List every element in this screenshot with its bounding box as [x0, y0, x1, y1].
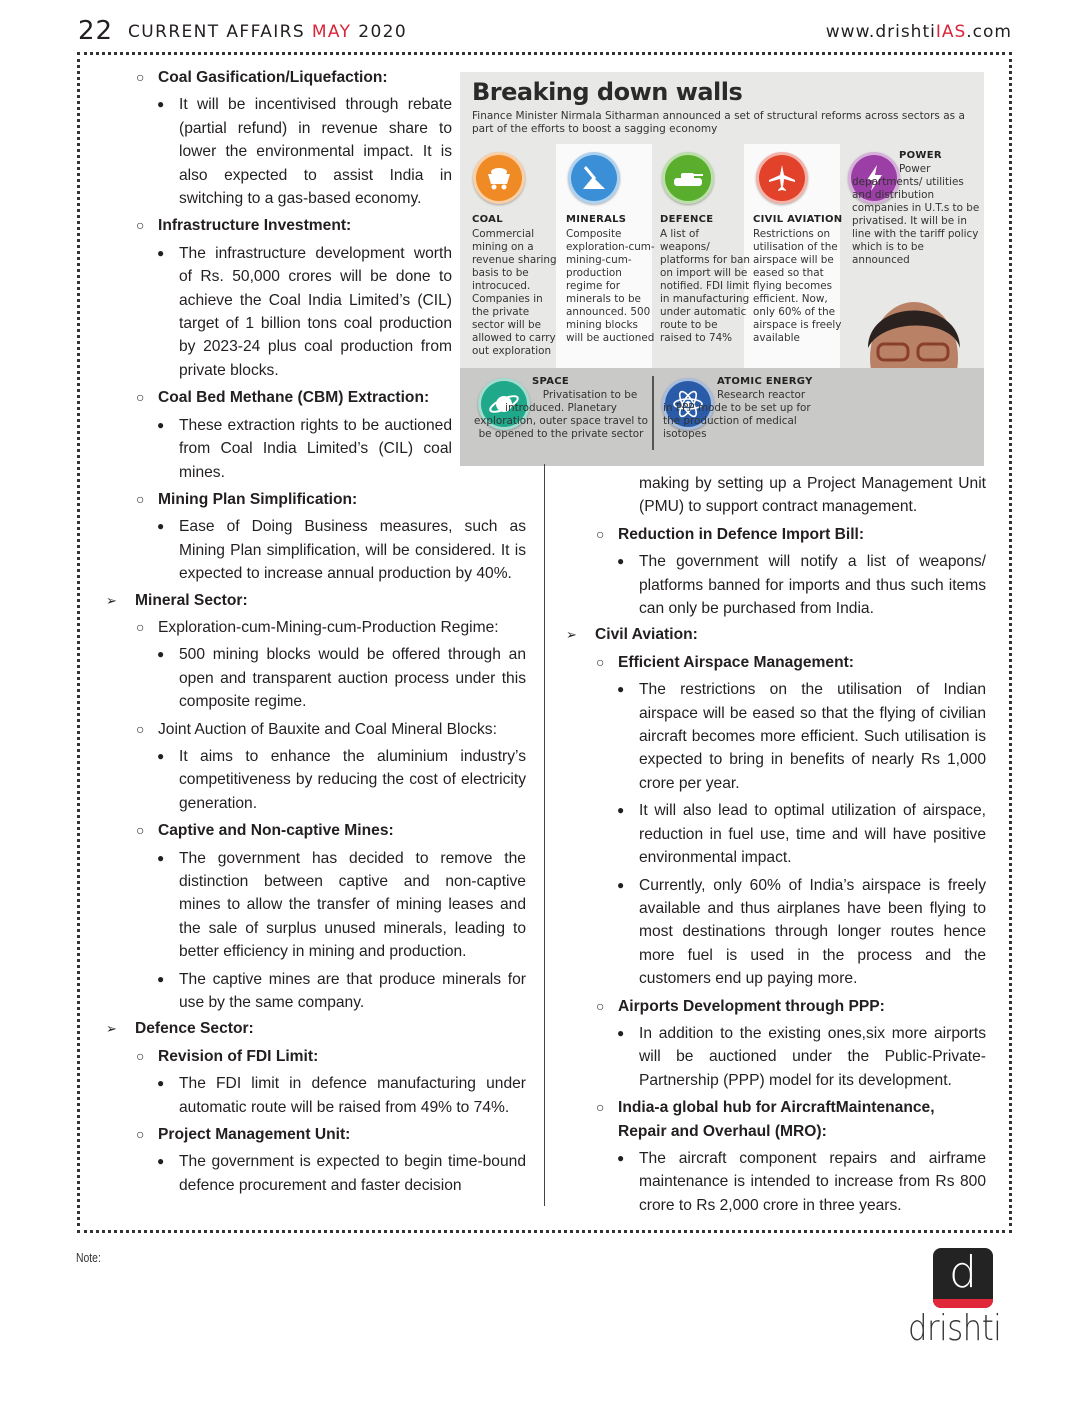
sector-label-coal: COAL: [472, 214, 503, 225]
sector-label-atomic-energy: ATOMIC ENERGY: [717, 376, 813, 387]
subhead-infrastructure: ○ Infrastructure Investment:: [102, 214, 460, 237]
dot-bullet-icon: ●: [617, 877, 625, 892]
sector-label-civil-aviation: CIVIL AVIATION: [753, 214, 843, 225]
sector-text-minerals: Composite exploration-cum-mining-cum-production regime for minerals to be announced. 500 mining blocks will be auctioned: [566, 228, 655, 344]
right-column: [562, 472, 986, 1217]
sector-label-defence: DEFENCE: [660, 214, 714, 225]
hollow-circle-bullet-icon: ○: [136, 720, 145, 737]
bullet-item: ● It aims to enhance the aluminium industry’s competitiveness by reducing the cost of electricity generation.: [102, 745, 526, 815]
drishti-logo-icon: d: [933, 1248, 993, 1308]
infographic-title: Breaking down walls: [472, 78, 743, 106]
dot-bullet-icon: ●: [617, 803, 625, 818]
bullet-item: ● It will also lead to optimal utilization of airspace, reduction in fuel use, time and will have positive environmental impact.: [562, 799, 986, 869]
dot-bullet-icon: ●: [157, 97, 165, 112]
hollow-circle-bullet-icon: ○: [596, 997, 605, 1014]
infographic-breaking-down-walls: [460, 72, 984, 466]
dot-bullet-icon: ●: [617, 554, 625, 569]
hollow-circle-bullet-icon: ○: [136, 822, 145, 839]
hollow-circle-bullet-icon: ○: [596, 653, 605, 670]
subhead-coal-gasification: ○ Coal Gasification/Liquefaction:: [102, 66, 460, 89]
hollow-circle-bullet-icon: ○: [136, 1126, 145, 1143]
bullet-item: ● The infrastructure development worth of Rs. 50,000 crores will be done to achieve the Coal India Limited’s (CIL) target of 1 billion tons coal production by 2023-24 plus coal production from private blocks.: [102, 242, 452, 382]
dot-bullet-icon: ●: [617, 682, 625, 697]
mining-excavator-icon: [568, 152, 620, 204]
hollow-circle-bullet-icon: ○: [136, 618, 145, 635]
hollow-circle-bullet-icon: ○: [136, 1047, 145, 1064]
dot-bullet-icon: ●: [157, 519, 165, 534]
tank-icon: [662, 152, 714, 204]
dot-bullet-icon: ●: [617, 1150, 625, 1165]
dot-bullet-icon: ●: [157, 245, 165, 260]
bullet-item: ● The captive mines are that produce minerals for use by the same company.: [102, 968, 526, 1015]
sector-text-power: Power departments/ utilities and distribution companies in U.T.s to be privatised. It will be in line with the tariff policy which is to be announced: [852, 163, 980, 266]
subhead-captive-mines: ○ Captive and Non-captive Mines:: [102, 819, 526, 842]
left-column: [102, 66, 526, 1197]
bullet-item: ● The restrictions on the utilisation of Indian airspace will be eased so that the flying of civilian aircraft becomes more efficient. Such utilisation is expected to bring in benefits of nearly Rs 1,000 crore per year.: [562, 678, 986, 795]
bullet-item: ● The FDI limit in defence manufacturing under automatic route will be raised from 49% to 74%.: [102, 1072, 526, 1119]
bullet-item: ● The government will notify a list of weapons/ platforms banned for imports and thus such items can only be purchased from India.: [562, 550, 986, 620]
sector-text-coal: Commercial mining on a revenue sharing basis to be introcuced. Companies in the private sector will be allowed to carry out exploration: [472, 228, 557, 357]
page-header: [78, 18, 1012, 48]
bullet-item: ● In addition to the existing ones,six more airports will be auctioned under the Public-Private-Partnership (PPP) model for its development.: [562, 1022, 986, 1092]
bullet-item: ● Ease of Doing Business measures, such as Mining Plan simplification, will be considered. It is expected to increase annual production by 40%.: [102, 515, 526, 585]
subhead-cbm: ○ Coal Bed Methane (CBM) Extraction:: [102, 386, 460, 409]
section-civil-aviation: ➢ Civil Aviation:: [562, 623, 986, 646]
section-defence-sector: ➢ Defence Sector:: [102, 1017, 526, 1040]
column-divider: [544, 464, 545, 1206]
subhead-airports-ppp: ○ Airports Development through PPP:: [562, 995, 986, 1018]
infographic-bottom-band: [460, 368, 984, 466]
drishti-logo-text: drishti: [908, 1308, 1002, 1349]
dot-bullet-icon: ●: [617, 1025, 625, 1040]
bullet-continuation: making by setting up a Project Management Unit (PMU) to support contract management.: [639, 475, 986, 516]
infographic-subtitle: Finance Minister Nirmala Sitharman announced a set of structural reforms across sectors as a part of the efforts to boost a sagging economy: [472, 110, 965, 135]
dot-bullet-icon: ●: [157, 971, 165, 986]
subhead-mro-hub: ○ India-a global hub for AircraftMaintenance, Repair and Overhaul (MRO):: [562, 1096, 986, 1143]
magazine-title: CURRENT AFFAIRS MAY 2020: [128, 22, 408, 42]
sector-text-defence: A list of weapons/ platforms for ban on import will be notified. FDI limit in manufacturing under automatic route to be raised to 74%: [660, 228, 751, 344]
subhead-fdi-limit: ○ Revision of FDI Limit:: [102, 1045, 526, 1068]
dot-bullet-icon: ●: [157, 417, 165, 432]
site-url-link[interactable]: www.drishtiIAS.com: [825, 22, 1012, 42]
section-mineral-sector: ➢ Mineral Sector:: [102, 589, 526, 612]
hollow-circle-bullet-icon: ○: [596, 1099, 605, 1116]
sector-text-atomic-energy: Research reactor in PPP mode to be set up for the production of medical isotopes: [663, 389, 811, 440]
bullet-item: ● 500 mining blocks would be offered through an open and transparent auction process under this composite regime.: [102, 643, 526, 713]
dot-bullet-icon: ●: [157, 1154, 165, 1169]
sector-text-space: Privatisation to be introduced. Planetary exploration, outer space travel to be opened to the private sector: [474, 389, 648, 440]
dot-bullet-icon: ●: [157, 748, 165, 763]
bullet-item: ● The aircraft component repairs and airframe maintenance is intended to increase from Rs 800 crore to Rs 2,000 crore in three years.: [562, 1147, 986, 1217]
dot-bullet-icon: ●: [157, 647, 165, 662]
sector-label-minerals: MINERALS: [566, 214, 627, 225]
hollow-circle-bullet-icon: ○: [136, 389, 145, 406]
sector-label-space: SPACE: [532, 376, 570, 387]
hollow-circle-bullet-icon: ○: [136, 217, 145, 234]
sector-label-power: POWER: [899, 150, 942, 161]
hollow-circle-bullet-icon: ○: [596, 525, 605, 542]
dot-bullet-icon: ●: [157, 1076, 165, 1091]
subhead-exploration-regime: ○ Exploration-cum-Mining-cum-Production Regime:: [102, 616, 526, 639]
subhead-joint-auction: ○ Joint Auction of Bauxite and Coal Mineral Blocks:: [102, 718, 526, 741]
bullet-item: ● The government is expected to begin time-bound defence procurement and faster decision: [102, 1150, 526, 1197]
bullet-item: ● These extraction rights to be auctioned from Coal India Limited’s (CIL) coal mines.: [102, 414, 452, 484]
bullet-item: ● The government has decided to remove the distinction between captive and non-captive mines to allow the transfer of mining leases and the sale of surplus unused minerals, leading to better efficiency in mining and production.: [102, 847, 526, 964]
hollow-circle-bullet-icon: ○: [136, 69, 145, 85]
bullet-item: ● Currently, only 60% of India’s airspace is freely available and thus airplanes have been flying to most destinations through longer routes hence more fuel is used in the process and the customers end up paying more.: [562, 874, 986, 991]
subhead-pmu: ○ Project Management Unit:: [102, 1123, 526, 1146]
subhead-airspace: ○ Efficient Airspace Management:: [562, 651, 986, 674]
note-label: Note:: [76, 1250, 101, 1265]
airplane-icon: [756, 152, 808, 204]
page-number: 22: [78, 16, 114, 46]
sector-text-civil-aviation: Restrictions on utilisation of the airspace will be eased so that flying becomes efficient. Now, only 60% of the airspace is freely available: [753, 228, 842, 344]
band-divider: [652, 376, 654, 450]
subhead-mining-plan: ○ Mining Plan Simplification:: [102, 488, 526, 511]
bullet-item: ● It will be incentivised through rebate (partial refund) in revenue share to lower the environmental impact. It is also expected to assist India in switching to a gas-based economy.: [102, 93, 452, 210]
dot-bullet-icon: ●: [157, 850, 165, 865]
hollow-circle-bullet-icon: ○: [136, 490, 145, 507]
subhead-defence-import: ○ Reduction in Defence Import Bill:: [562, 523, 986, 546]
